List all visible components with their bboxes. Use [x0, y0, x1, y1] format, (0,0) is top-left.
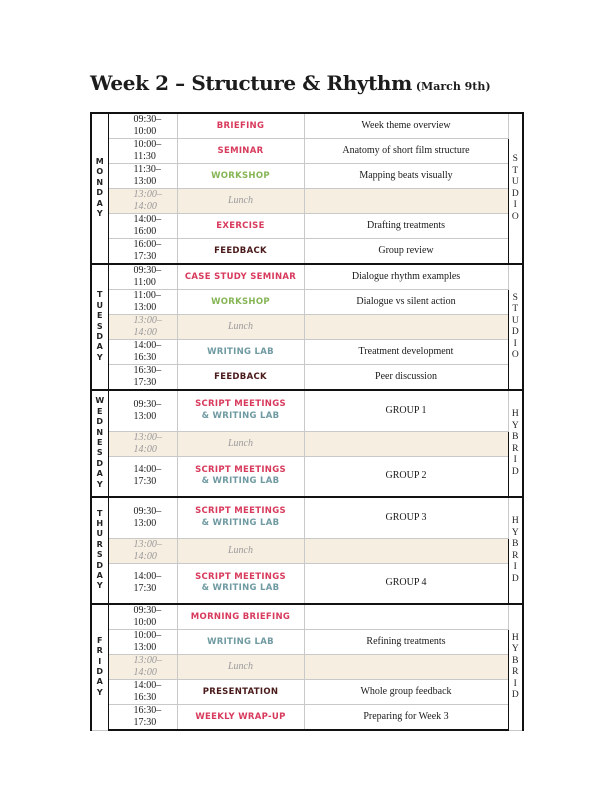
activity-line: BRIEFING	[216, 121, 265, 131]
schedule-row	[91, 139, 523, 164]
time-cell: 14:00–16:30	[108, 680, 177, 705]
schedule-row	[91, 705, 523, 731]
day-letter: M	[95, 156, 104, 166]
activity-line: & WRITING LAB	[201, 517, 280, 528]
lunch-row	[91, 315, 523, 340]
activity-label	[211, 170, 270, 182]
day-letter: Y	[96, 581, 103, 591]
day-letter: Y	[96, 687, 103, 697]
activity-cell	[177, 113, 304, 139]
lunch-label: Lunch	[228, 437, 253, 449]
day-letter: A	[96, 198, 103, 208]
day-letter: D	[96, 417, 104, 427]
day-name	[96, 509, 103, 592]
time-cell: 09:30–13:00	[108, 497, 177, 538]
activity-line: SCRIPT MEETINGS	[195, 506, 286, 517]
time-cell: 16:30–17:30	[108, 705, 177, 731]
activity-label	[203, 686, 279, 698]
time-cell: 09:30–13:00	[108, 390, 177, 431]
day-label-monday	[91, 113, 108, 264]
activity-label	[214, 371, 267, 383]
activity-cell	[177, 340, 304, 365]
detail-cell: GROUP 4	[304, 563, 508, 604]
day-letter: R	[96, 539, 103, 549]
detail-cell	[304, 655, 508, 680]
mode-label-tuesday	[508, 264, 523, 390]
detail-cell	[304, 604, 508, 630]
day-letter: D	[96, 458, 104, 468]
day-letter: A	[96, 677, 103, 687]
mode-letter: D	[511, 573, 519, 584]
day-letter: A	[96, 571, 103, 581]
activity-cell	[177, 239, 304, 265]
lunch-label: Lunch	[228, 661, 253, 672]
activity-line: & WRITING LAB	[201, 583, 280, 594]
mode-letter: D	[511, 690, 519, 701]
activity-line: WEEKLY WRAP-UP	[195, 712, 286, 722]
activity-line: SCRIPT MEETINGS	[195, 399, 286, 410]
activity-label	[195, 465, 286, 488]
day-letter: Y	[96, 479, 103, 489]
day-letter: O	[96, 167, 104, 177]
day-letter: T	[97, 290, 103, 300]
activity-label	[217, 120, 264, 132]
schedule-row	[91, 290, 523, 315]
detail-cell	[304, 538, 508, 563]
mode-name	[512, 516, 519, 585]
mode-letter: B	[512, 432, 519, 442]
time-cell: 13:00–14:00	[108, 655, 177, 680]
day-letter: D	[96, 560, 104, 570]
mode-letter: Y	[511, 644, 519, 655]
detail-cell: Mapping beats visually	[304, 164, 508, 189]
detail-cell: GROUP 3	[304, 497, 508, 538]
schedule-body	[91, 113, 523, 730]
day-letter: U	[96, 300, 103, 310]
time-cell: 13:00–14:00	[108, 189, 177, 214]
activity-label	[185, 271, 296, 283]
time-cell: 16:00–17:30	[108, 239, 177, 265]
day-letter: H	[96, 518, 104, 528]
mode-label-monday	[508, 113, 523, 264]
activity-line: WORKSHOP	[211, 171, 270, 181]
lunch-cell	[177, 431, 304, 456]
day-letter: A	[96, 342, 103, 352]
day-label-thursday	[91, 497, 108, 604]
detail-cell: Preparing for Week 3	[304, 705, 508, 731]
time-cell: 14:00–17:30	[108, 456, 177, 497]
schedule-row	[91, 340, 523, 365]
detail-cell: Peer discussion	[304, 365, 508, 391]
activity-line: WORKSHOP	[211, 297, 270, 307]
day-letter: N	[96, 177, 104, 187]
time-cell: 11:00–13:00	[108, 290, 177, 315]
activity-label	[207, 636, 274, 648]
detail-cell: GROUP 1	[304, 390, 508, 431]
day-letter: D	[96, 331, 104, 341]
mode-letter: R	[512, 550, 519, 561]
day-name	[95, 396, 104, 490]
mode-name	[512, 633, 519, 702]
time-cell: 13:00–14:00	[108, 315, 177, 340]
schedule-row	[91, 563, 523, 604]
activity-cell	[177, 680, 304, 705]
mode-label-wednesday	[508, 390, 523, 497]
activity-cell	[177, 390, 304, 431]
activity-line: SCRIPT MEETINGS	[195, 464, 286, 475]
activity-line: PRESENTATION	[202, 687, 279, 697]
day-letter: D	[96, 188, 104, 198]
mode-letter: U	[511, 177, 519, 187]
time-cell: 10:00–11:30	[108, 139, 177, 164]
detail-cell	[304, 315, 508, 340]
activity-line: CASE STUDY SEMINAR	[184, 272, 297, 282]
activity-label	[195, 506, 286, 529]
title-text: Week 2 – Structure & Rhythm	[90, 71, 412, 95]
time-cell: 13:00–14:00	[108, 538, 177, 563]
activity-label	[207, 346, 274, 358]
mode-letter: O	[511, 211, 519, 222]
mode-letter: I	[513, 455, 517, 465]
time-cell: 09:30–10:00	[108, 113, 177, 139]
day-label-friday	[91, 604, 108, 730]
activity-label	[214, 245, 267, 257]
time-cell: 14:00–16:00	[108, 214, 177, 239]
detail-cell: Refining treatments	[304, 630, 508, 655]
mode-label-friday	[508, 604, 523, 730]
activity-cell	[177, 563, 304, 604]
day-letter: S	[96, 550, 103, 560]
day-letter: E	[97, 406, 103, 416]
activity-cell	[177, 705, 304, 731]
time-cell: 16:30–17:30	[108, 365, 177, 391]
detail-cell: Week theme overview	[304, 113, 508, 139]
lunch-row	[91, 189, 523, 214]
mode-letter: H	[511, 632, 519, 643]
schedule-row	[91, 264, 523, 290]
activity-line: EXERCISE	[216, 221, 265, 231]
mode-label-thursday	[508, 497, 523, 604]
activity-cell	[177, 604, 304, 630]
schedule-row	[91, 630, 523, 655]
mode-letter: U	[511, 315, 519, 326]
day-letter: I	[98, 656, 102, 666]
mode-letter: H	[511, 516, 519, 526]
day-letter: S	[96, 448, 103, 458]
lunch-cell	[177, 538, 304, 563]
mode-name	[512, 409, 519, 478]
detail-cell: Whole group feedback	[304, 680, 508, 705]
activity-line: & WRITING LAB	[201, 476, 280, 487]
activity-line: WRITING LAB	[207, 637, 274, 647]
detail-cell: Treatment development	[304, 340, 508, 365]
activity-line: WRITING LAB	[207, 347, 274, 357]
mode-name	[512, 293, 519, 362]
schedule-row	[91, 239, 523, 265]
day-name	[96, 636, 103, 698]
activity-cell	[177, 290, 304, 315]
day-name	[96, 290, 103, 363]
detail-cell: Drafting treatments	[304, 214, 508, 239]
mode-letter: T	[512, 165, 519, 176]
activity-line: FEEDBACK	[214, 372, 267, 382]
day-letter: T	[97, 508, 103, 518]
day-letter: F	[97, 635, 103, 645]
mode-letter: H	[511, 409, 519, 419]
detail-cell: Dialogue rhythm examples	[304, 264, 508, 290]
lunch-label: Lunch	[228, 195, 253, 206]
activity-cell	[177, 630, 304, 655]
mode-letter: S	[512, 292, 518, 303]
lunch-label: Lunch	[228, 321, 253, 332]
schedule-row	[91, 365, 523, 391]
day-letter: Y	[96, 352, 103, 362]
schedule-row	[91, 497, 523, 538]
activity-line: SEMINAR	[217, 146, 264, 156]
title-date: (March 9th)	[415, 80, 491, 93]
page-title	[90, 71, 491, 95]
day-letter: Y	[96, 209, 103, 219]
mode-letter: Y	[511, 527, 519, 538]
mode-letter: S	[512, 154, 518, 164]
lunch-cell	[177, 189, 304, 214]
lunch-label: Lunch	[228, 544, 253, 556]
mode-letter: O	[511, 350, 519, 360]
lunch-row	[91, 431, 523, 456]
activity-label	[195, 572, 286, 595]
lunch-cell	[177, 315, 304, 340]
activity-label	[218, 145, 264, 157]
time-cell: 14:00–17:30	[108, 563, 177, 604]
activity-label	[211, 296, 270, 308]
activity-cell	[177, 164, 304, 189]
time-cell: 14:00–16:30	[108, 340, 177, 365]
schedule-row	[91, 164, 523, 189]
schedule-row	[91, 680, 523, 705]
activity-label	[195, 711, 285, 723]
detail-cell: Group review	[304, 239, 508, 265]
detail-cell	[304, 431, 508, 456]
activity-line: MORNING BRIEFING	[190, 612, 291, 622]
mode-letter: R	[512, 443, 519, 454]
lunch-cell	[177, 655, 304, 680]
activity-cell	[177, 264, 304, 290]
schedule-row	[91, 456, 523, 497]
mode-letter: I	[513, 338, 517, 349]
lunch-row	[91, 655, 523, 680]
day-letter: N	[96, 427, 104, 437]
activity-label	[195, 399, 286, 422]
mode-letter: Y	[511, 420, 519, 431]
time-cell: 13:00–14:00	[108, 431, 177, 456]
schedule-row	[91, 113, 523, 139]
mode-letter: D	[511, 466, 519, 477]
detail-cell: GROUP 2	[304, 456, 508, 497]
activity-label	[216, 220, 264, 232]
day-letter: U	[96, 529, 103, 539]
time-cell: 11:30–13:00	[108, 164, 177, 189]
mode-letter: B	[512, 539, 519, 549]
mode-letter: D	[511, 327, 519, 337]
detail-cell	[304, 189, 508, 214]
day-letter: R	[96, 646, 103, 656]
day-label-tuesday	[91, 264, 108, 390]
mode-letter: I	[513, 200, 517, 210]
activity-line: & WRITING LAB	[201, 410, 280, 421]
day-letter: W	[95, 396, 105, 406]
activity-cell	[177, 456, 304, 497]
lunch-row	[91, 538, 523, 563]
schedule-row	[91, 390, 523, 431]
schedule-row	[91, 214, 523, 239]
schedule-table	[90, 112, 524, 731]
time-cell: 09:30–10:00	[108, 604, 177, 630]
day-name	[96, 157, 104, 219]
mode-letter: B	[512, 655, 519, 666]
detail-cell: Dialogue vs silent action	[304, 290, 508, 315]
mode-letter: R	[512, 667, 519, 678]
schedule-row	[91, 604, 523, 630]
activity-line: FEEDBACK	[214, 246, 267, 256]
day-label-wednesday	[91, 390, 108, 497]
activity-cell	[177, 497, 304, 538]
mode-letter: T	[512, 304, 519, 314]
mode-letter: D	[511, 188, 519, 199]
day-letter: E	[97, 438, 103, 447]
mode-letter: I	[513, 678, 517, 689]
activity-label	[191, 611, 290, 623]
activity-line: SCRIPT MEETINGS	[195, 571, 286, 582]
mode-name	[512, 154, 519, 223]
day-letter: A	[96, 469, 103, 479]
day-letter: E	[97, 311, 103, 321]
activity-cell	[177, 214, 304, 239]
day-letter: D	[96, 666, 104, 676]
day-letter: S	[96, 321, 103, 331]
detail-cell: Anatomy of short film structure	[304, 139, 508, 164]
mode-letter: I	[513, 562, 517, 572]
time-cell: 09:30–11:00	[108, 264, 177, 290]
activity-cell	[177, 365, 304, 391]
time-cell: 10:00–13:00	[108, 630, 177, 655]
activity-cell	[177, 139, 304, 164]
